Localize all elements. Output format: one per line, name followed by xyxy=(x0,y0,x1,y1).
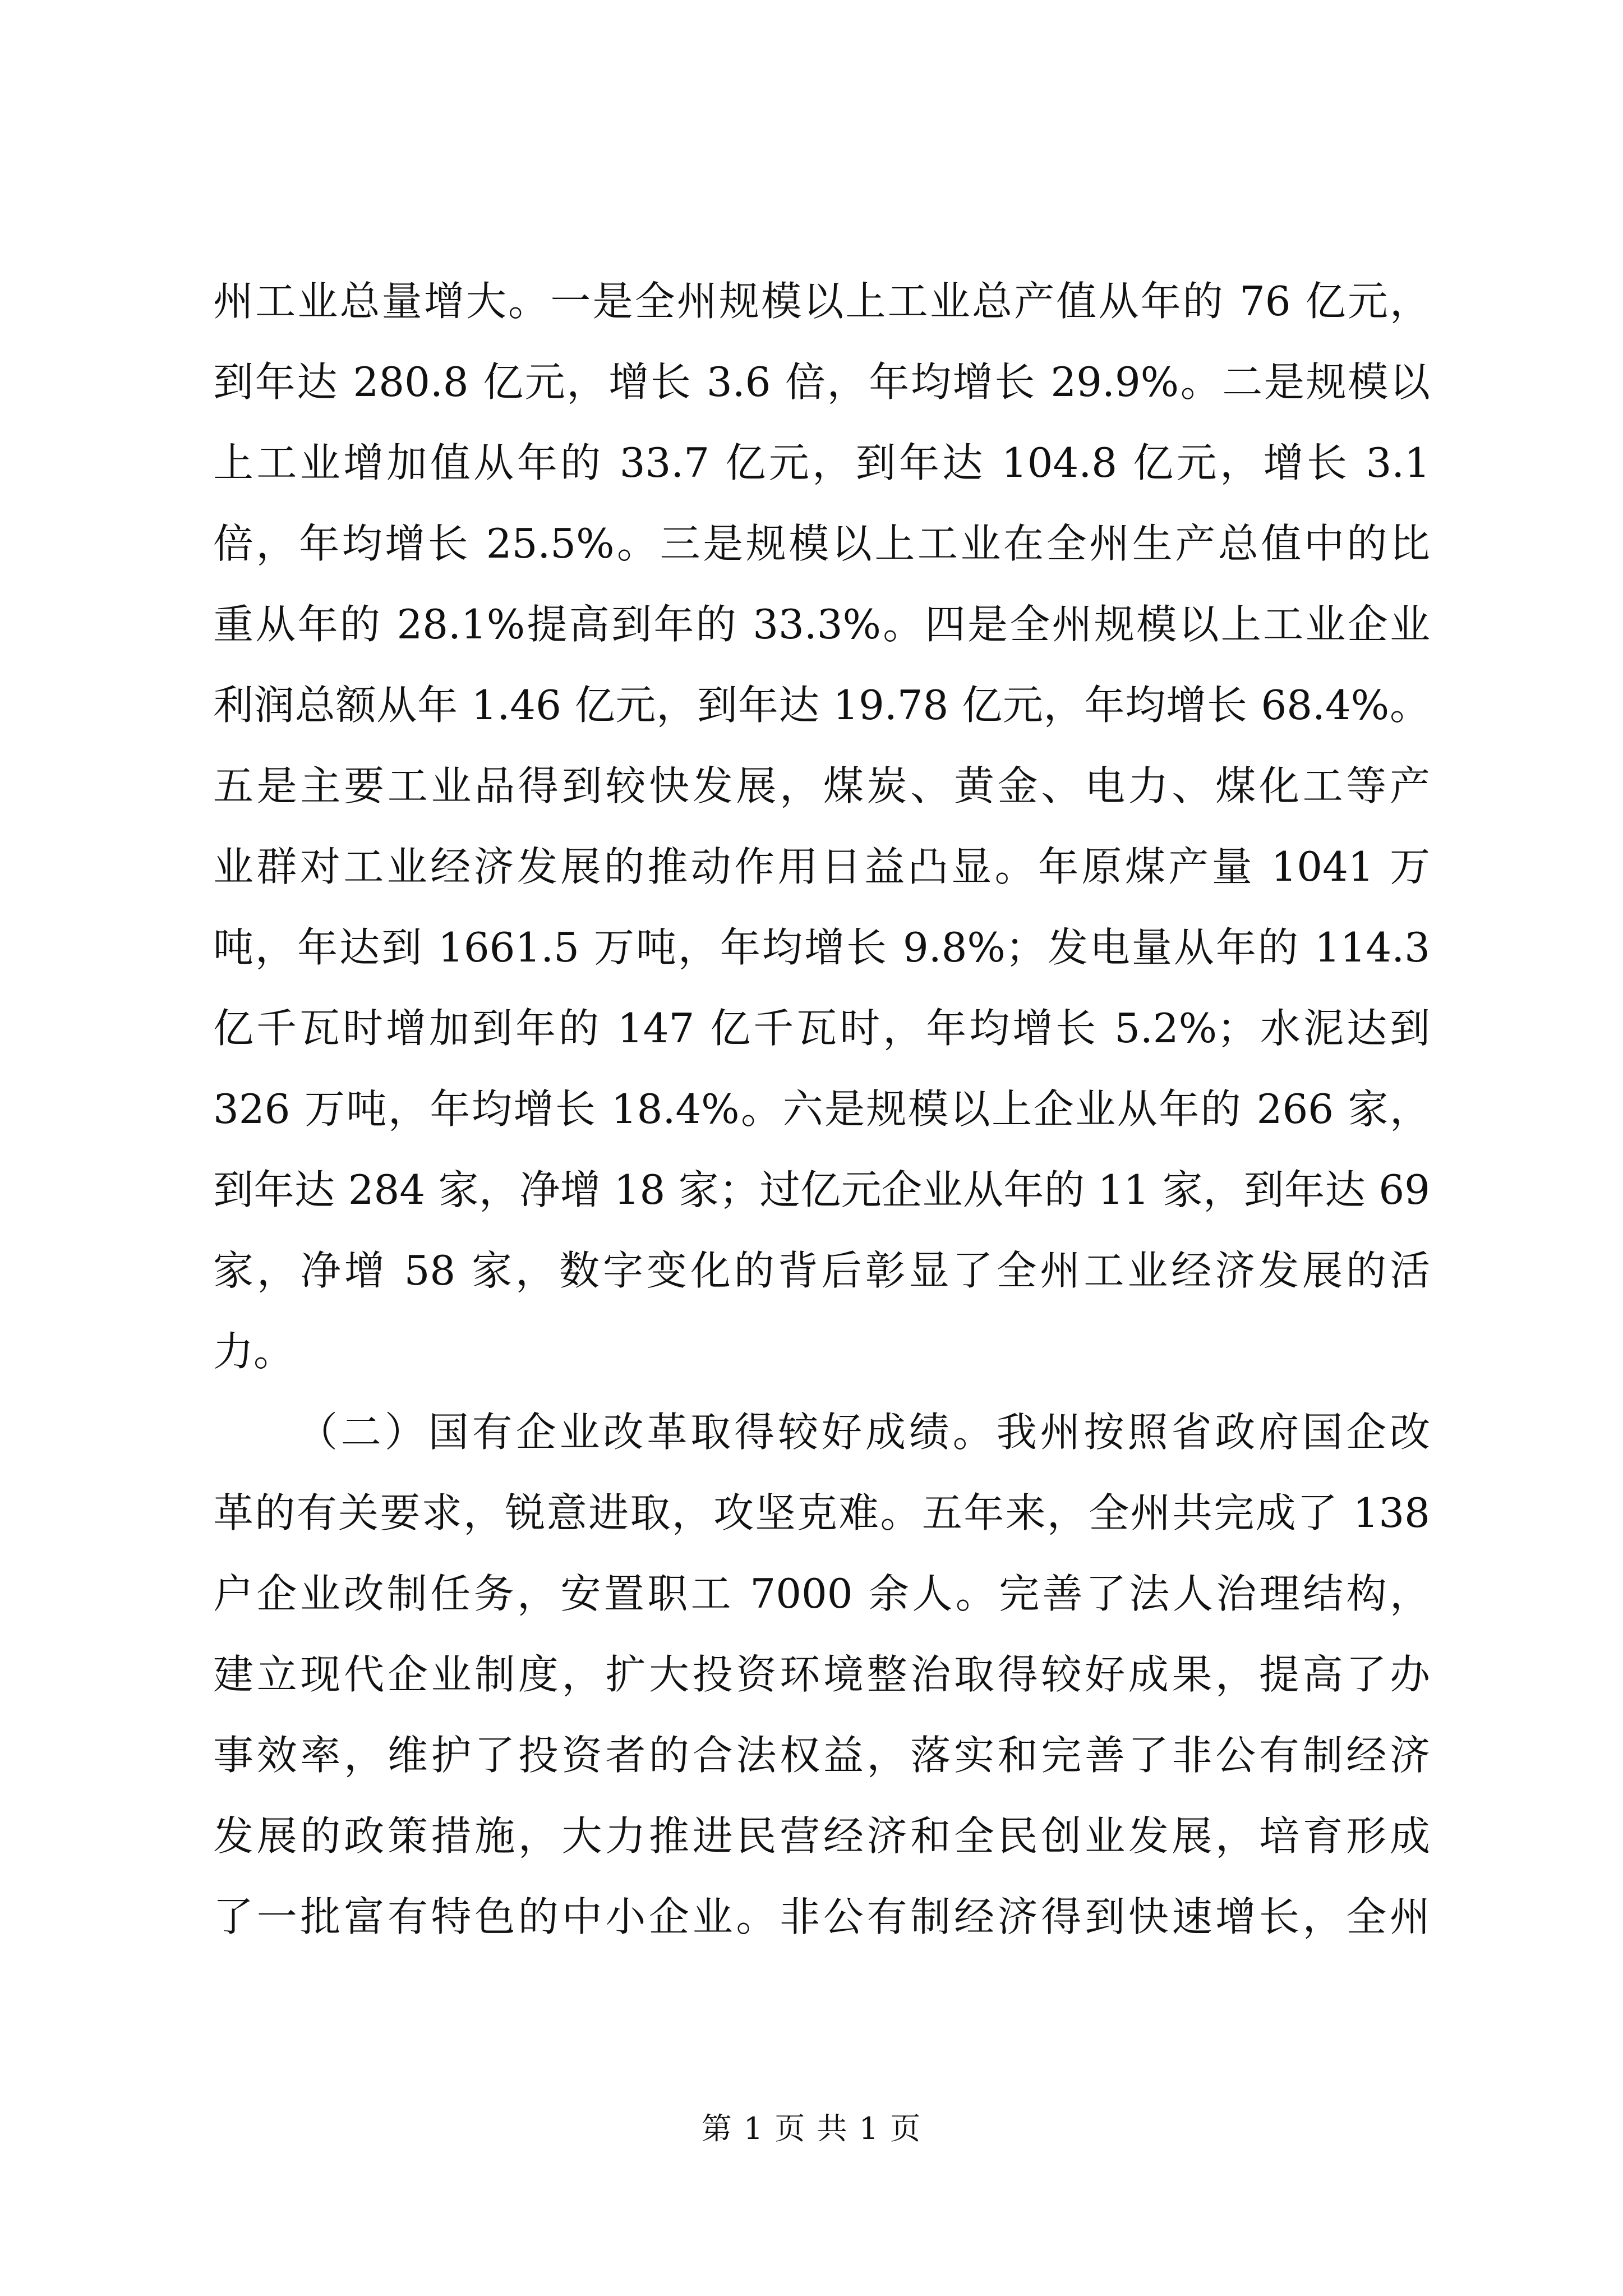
body-text xyxy=(213,261,1430,1957)
text-line: 到年达 280.8 亿元，增长 3.6 倍，年均增长 29.9%。二是规模以 xyxy=(213,358,1430,406)
text-line: 了一批富有特色的中小企业。非公有制经济得到快速增长，全州 xyxy=(213,1893,1430,1940)
text-line: 建立现代企业制度，扩大投资环境整治取得较好成果，提高了办 xyxy=(213,1651,1430,1698)
text-line: 利润总额从年 1.46 亿元，到年达 19.78 亿元，年均增长 68.4%。 xyxy=(213,682,1430,729)
text-line: 发展的政策措施，大力推进民营经济和全民创业发展，培育形成 xyxy=(213,1812,1430,1860)
text-line: 重从年的 28.1%提高到年的 33.3%。四是全州规模以上工业企业 xyxy=(213,601,1430,648)
text-line: 户企业改制任务，安置职工 7000 余人。完善了法人治理结构， xyxy=(213,1570,1430,1617)
text-line: 力。 xyxy=(213,1328,294,1375)
page-footer: 第 1 页 共 1 页 xyxy=(701,2111,922,2146)
text-line: 倍，年均增长 25.5%。三是规模以上工业在全州生产总值中的比 xyxy=(213,520,1430,567)
text-line: 到年达 284 家，净增 18 家；过亿元企业从年的 11 家，到年达 69 xyxy=(213,1166,1430,1213)
text-line: 州工业总量增大。一是全州规模以上工业总产值从年的 76 亿元， xyxy=(213,278,1430,325)
text-line: 五是主要工业品得到较快发展，煤炭、黄金、电力、煤化工等产 xyxy=(213,762,1430,809)
text-line: 事效率，维护了投资者的合法权益，落实和完善了非公有制经济 xyxy=(213,1732,1430,1779)
text-line: 上工业增加值从年的 33.7 亿元，到年达 104.8 亿元，增长 3.1 xyxy=(213,439,1430,486)
text-line: 家，净增 58 家，数字变化的背后彰显了全州工业经济发展的活 xyxy=(213,1247,1430,1294)
text-line: 326 万吨，年均增长 18.4%。六是规模以上企业从年的 266 家， xyxy=(213,1085,1430,1133)
text-line: 亿千瓦时增加到年的 147 亿千瓦时，年均增长 5.2%；水泥达到 xyxy=(213,1005,1430,1052)
text-line: 吨，年达到 1661.5 万吨，年均增长 9.8%；发电量从年的 114.3 xyxy=(213,924,1430,971)
section-heading-line: （二）国有企业改革取得较好成绩。我州按照省政府国企改 xyxy=(297,1409,1430,1456)
text-line: 革的有关要求，锐意进取，攻坚克难。五年来，全州共完成了 138 xyxy=(213,1489,1430,1536)
text-line: 业群对工业经济发展的推动作用日益凸显。年原煤产量 1041 万 xyxy=(213,843,1430,890)
